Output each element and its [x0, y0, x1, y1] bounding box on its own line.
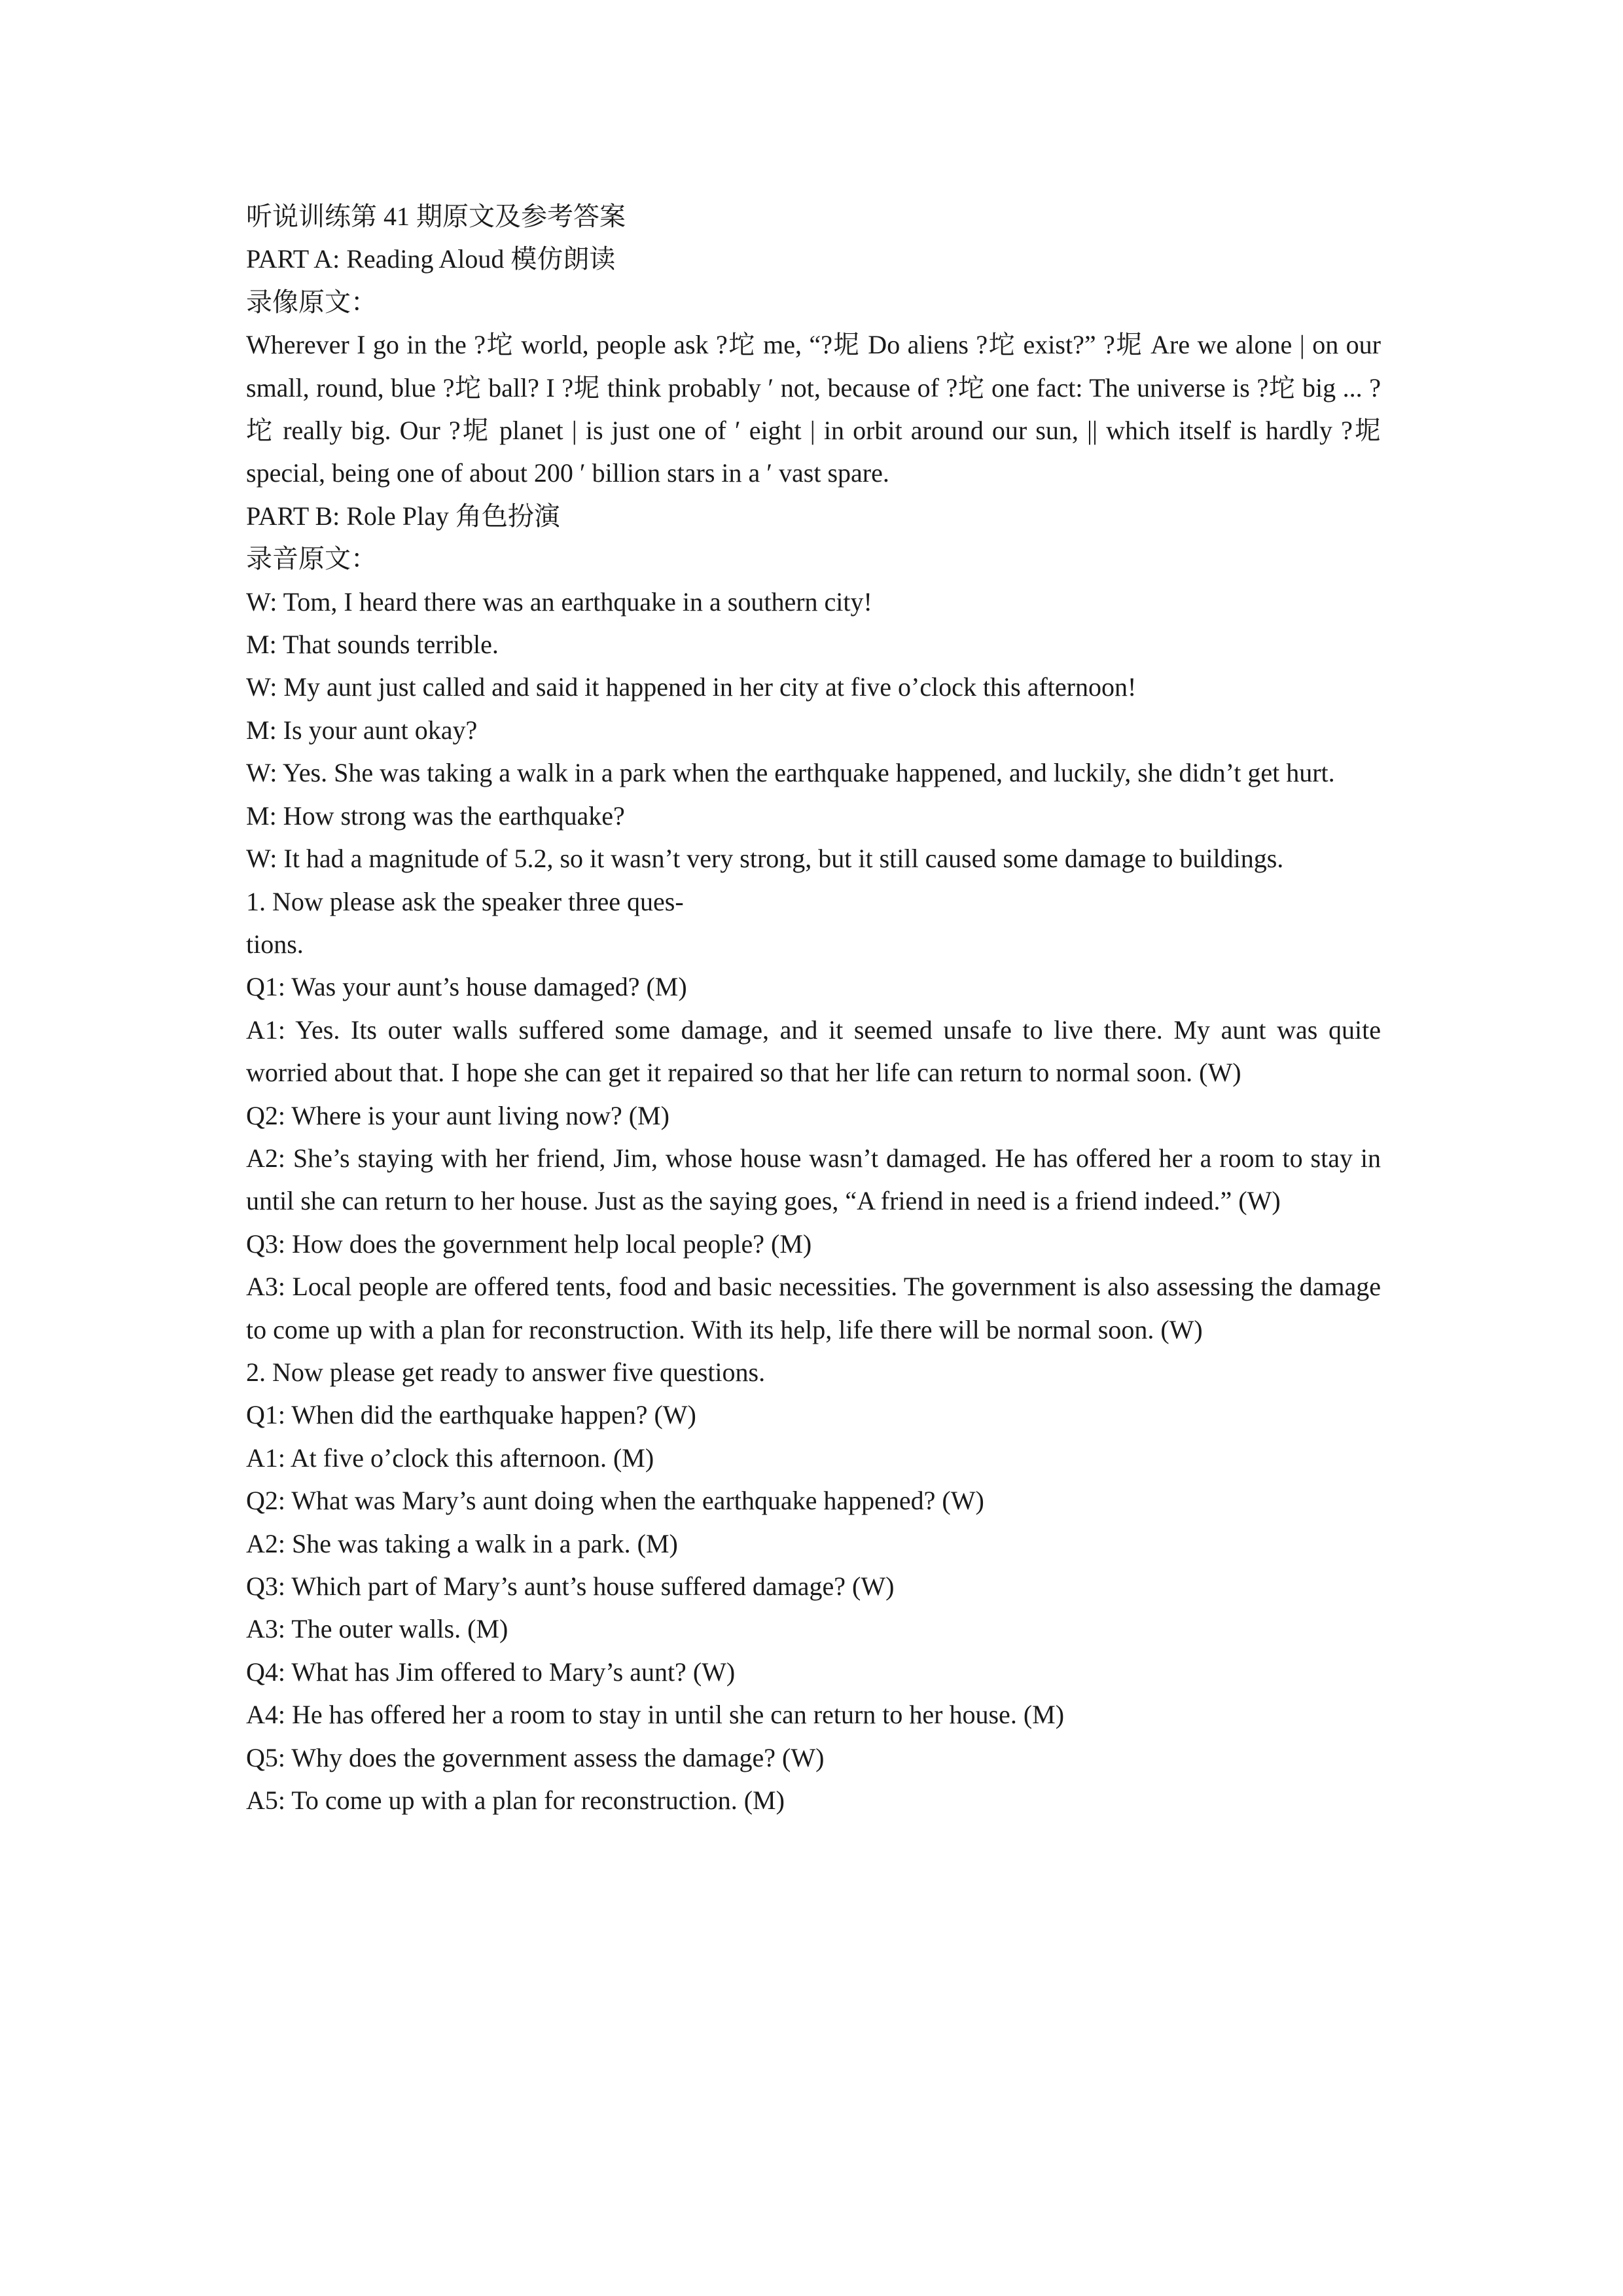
- qa-item: A1: Yes. Its outer walls suffered some damage, and it seemed unsafe to live there. My aunt was quite worried about that. I hope she can get it repaired so that her life can return to normal soon. (W): [246, 1014, 1381, 1088]
- qa-item: A3: Local people are offered tents, food and basic necessities. The government is also assessing the damage to come up with a plan for reconstruction. With its help, life there will be normal soon. (W): [246, 1272, 1381, 1344]
- qa-item: A2: She was taking a walk in a park. (M): [246, 1528, 678, 1558]
- qa-item: Q2: Where is your aunt living now? (M): [246, 1100, 669, 1130]
- qa-item: Q1: When did the earthquake happen? (W): [246, 1400, 696, 1430]
- part-b-label: 录音原文：: [246, 544, 377, 574]
- qa-item: Q3: Which part of Mary’s aunt’s house suffered damage? (W): [246, 1571, 895, 1601]
- qa-item: Q5: Why does the government assess the damage? (W): [246, 1742, 825, 1772]
- part-b-heading: PART B: Role Play 角色扮演: [246, 501, 560, 531]
- qa-item: A1: At five o’clock this afternoon. (M): [246, 1443, 654, 1473]
- dialogue-line: M: How strong was the earthquake?: [246, 800, 625, 831]
- dialogue-line: M: That sounds terrible.: [246, 630, 499, 660]
- task2-instruction: 2. Now please get ready to answer five questions.: [246, 1357, 766, 1387]
- task1-instruction-cont: tions.: [246, 929, 304, 959]
- document-title: 听说训练第 41 期原文及参考答案: [246, 202, 626, 231]
- part-a-heading: PART A: Reading Aloud 模仿朗读: [246, 244, 616, 274]
- qa-item: Q3: How does the government help local people? (M): [246, 1229, 812, 1259]
- qa-item: Q1: Was your aunt’s house damaged? (M): [246, 972, 687, 1002]
- dialogue-line: W: Yes. She was taking a walk in a park when the earthquake happened, and luckily, she didn’t get hurt.: [246, 758, 1335, 788]
- qa-item: A5: To come up with a plan for reconstruction. (M): [246, 1785, 785, 1816]
- dialogue-line: M: Is your aunt okay?: [246, 715, 478, 745]
- qa-item: Q2: What was Mary’s aunt doing when the earthquake happened? (W): [246, 1486, 984, 1516]
- dialogue-line: W: Tom, I heard there was an earthquake in a southern city!: [246, 586, 872, 617]
- task1-instruction: 1. Now please ask the speaker three ques-: [246, 886, 684, 916]
- part-a-label: 录像原文：: [246, 287, 377, 317]
- part-a-passage: Wherever I go in the ?坨 world, people ask ?坨 me, “?坭 Do aliens ?坨 exist?” ?坭 Are we alone | on our small, round, blue ?坨 ball? I ?坭 think probably ′ not, because of ?坨 one fact: The universe is ?坨 big ... ?坨 really big. Our ?坭 planet | is just one of ′ eight | in orbit around our sun, || which itself is hardly ?坭 special, being one of about 200 ′ billion stars in a ′ vast spare.: [246, 330, 1381, 488]
- dialogue-line: W: My aunt just called and said it happened in her city at five o’clock this afternoon!: [246, 672, 1137, 702]
- qa-item: A3: The outer walls. (M): [246, 1614, 508, 1644]
- qa-item: A4: He has offered her a room to stay in until she can return to her house. (M): [246, 1700, 1065, 1730]
- qa-item: A2: She’s staying with her friend, Jim, whose house wasn’t damaged. He has offered her a room to stay in until she can return to her house. Just as the saying goes, “A friend in need is a friend indeed.” (W): [246, 1143, 1381, 1216]
- document-page: [246, 195, 1381, 1821]
- qa-item: Q4: What has Jim offered to Mary’s aunt? (W): [246, 1657, 736, 1687]
- dialogue-line: W: It had a magnitude of 5.2, so it wasn’t very strong, but it still caused some damage to buildings.: [246, 844, 1284, 874]
